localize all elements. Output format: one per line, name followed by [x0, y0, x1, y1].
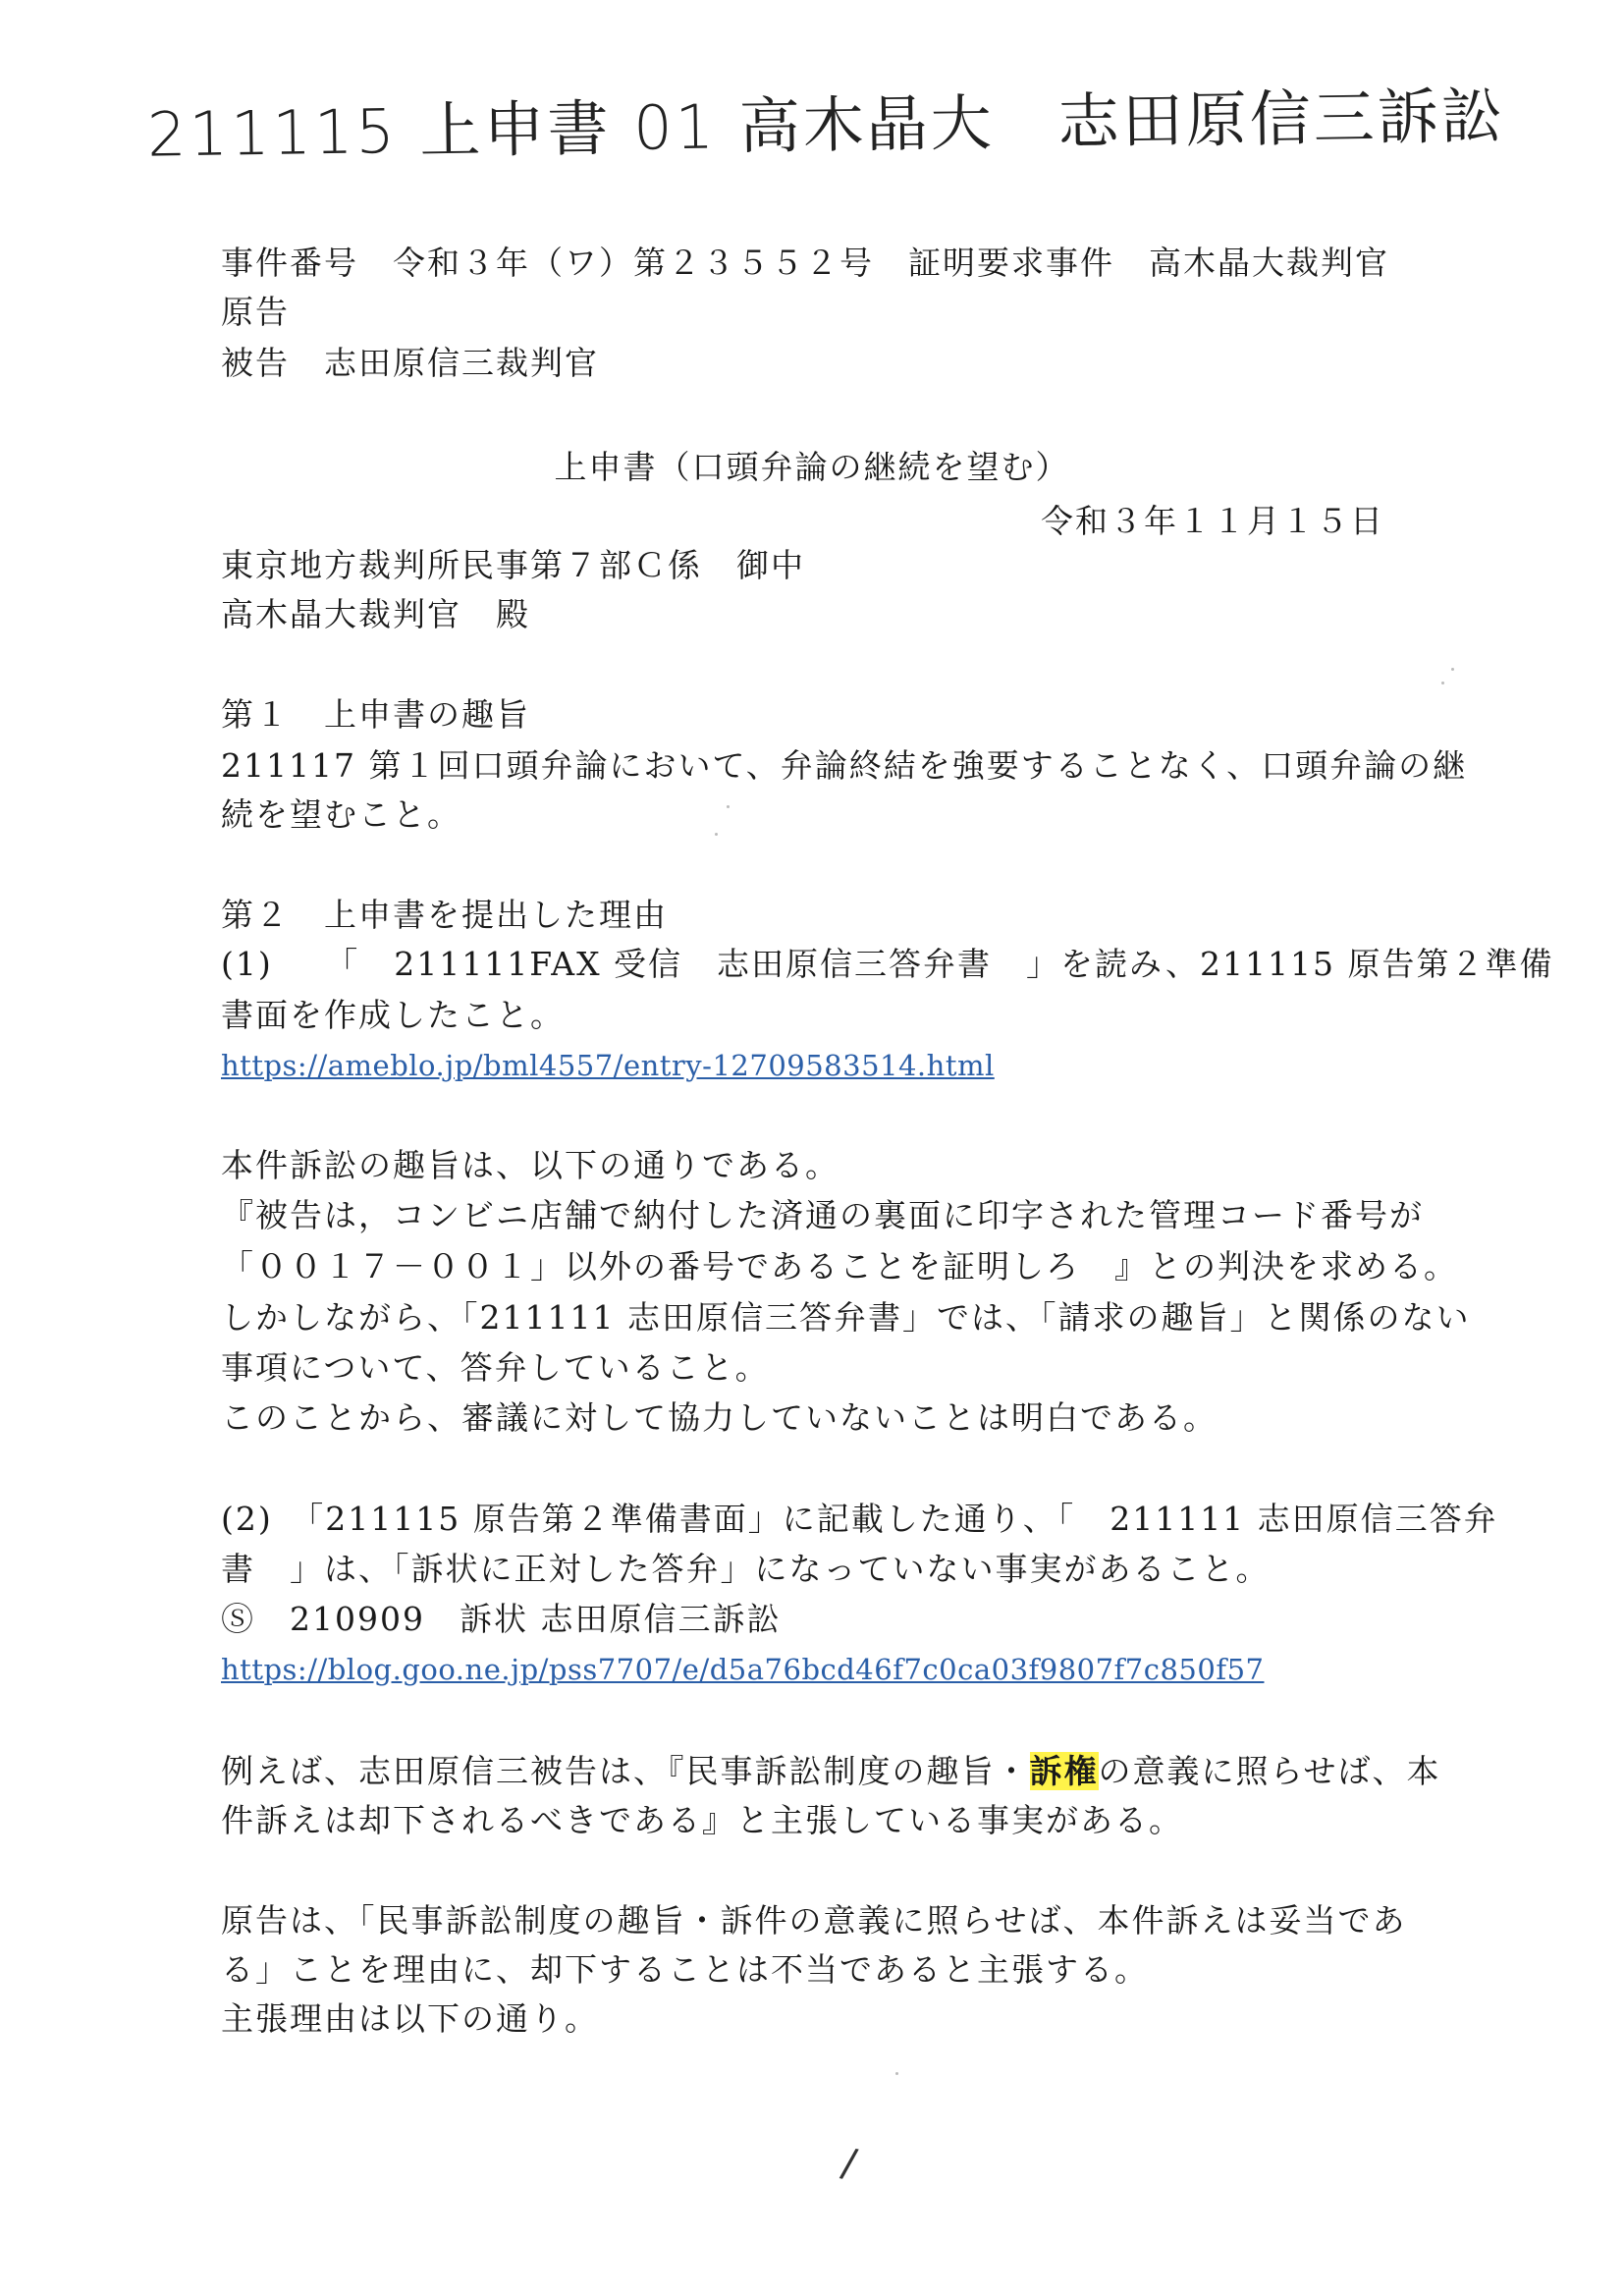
addressee-judge: 高木晶大裁判官 殿 [221, 595, 530, 633]
item2-line3: Ⓢ 210909 訴状 志田原信三訴訟 [221, 1600, 782, 1638]
section2-heading: 第２ 上申書を提出した理由 [221, 896, 668, 934]
document-date: 令和３年１１月１５日 [1041, 502, 1384, 540]
document-title: 上申書（口頭弁論の継続を望む） [554, 448, 1070, 486]
section1-body-line1: 211117 第１回口頭弁論において、弁論終結を強要することなく、口頭弁論の継 [221, 746, 1468, 785]
section1-heading: 第１ 上申書の趣旨 [221, 695, 530, 734]
ameblo-link[interactable]: https://ameblo.jp/bml4557/entry-12709583514.html [221, 1049, 995, 1082]
case-number-line: 事件番号 令和３年（ワ）第２３５５２号 証明要求事件 高木晶大裁判官 [221, 244, 1389, 282]
goo-blog-link[interactable]: https://blog.goo.ne.jp/pss7707/e/d5a76bcd46f7c0ca03f9807f7c850f57 [221, 1653, 1265, 1686]
para2-line1 [221, 1752, 1441, 1791]
item2-line1: (2) 「211115 原告第２準備書面」に記載した通り、「 211111 志田原信三答弁 [221, 1500, 1498, 1538]
para1-line1: 本件訴訟の趣旨は、以下の通りである。 [221, 1146, 839, 1184]
scan-speck [727, 805, 730, 808]
para2-text-post: の意義に照らせば、本 [1098, 1752, 1441, 1790]
scan-speck [1441, 682, 1444, 684]
item1-line2: 書面を作成したこと。 [221, 996, 565, 1034]
defendant-line: 被告 志田原信三裁判官 [221, 344, 599, 382]
plaintiff-line: 原告 [221, 293, 290, 331]
para1-line3: 「００１７－００１」以外の番号であることを証明しろ 』との判決を求める。 [221, 1247, 1458, 1285]
para1-line2: 『被告は，コンビニ店舗で納付した済通の裏面に印字された管理コード番号が [221, 1196, 1424, 1234]
item2-line2: 書 」は、「訴状に正対した答弁」になっていない事実があること。 [221, 1550, 1271, 1588]
item1-line1: (1) 「 211111FAX 受信 志田原信三答弁書 」を読み、211115 原告第２準備 [221, 945, 1554, 983]
addressee-court: 東京地方裁判所民事第７部Ｃ係 御中 [221, 546, 805, 584]
para3-line1: 原告は、「民事訴訟制度の趣旨・訴件の意義に照らせば、本件訴えは妥当であ [221, 1901, 1407, 1940]
para3-line2: る」ことを理由に、却下することは不当であると主張する。 [221, 1950, 1149, 1989]
para1-line5: 事項について、答弁していること。 [221, 1348, 770, 1387]
page-number: / [838, 2140, 861, 2187]
para1-line6: このことから、審議に対して協力していないことは明白である。 [221, 1398, 1218, 1437]
highlighted-term: 訴権 [1029, 1752, 1099, 1790]
handwritten-header: 211115 上申書 01 高木晶大 志田原信三訴訟 [146, 80, 1506, 171]
scan-speck [895, 2072, 898, 2075]
scan-speck [1451, 668, 1454, 671]
para2-text-pre: 例えば、志田原信三被告は、『民事訴訟制度の趣旨・ [221, 1752, 1030, 1790]
para1-line4: しかしながら、「211111 志田原信三答弁書」では、「請求の趣旨」と関係のない [221, 1298, 1471, 1337]
section1-body-line2: 続を望むこと。 [221, 795, 461, 834]
para3-line3: 主張理由は以下の通り。 [221, 1999, 599, 2038]
scan-speck [715, 833, 718, 836]
para2-line2: 件訴えは却下されるべきである』と主張している事実がある。 [221, 1801, 1183, 1839]
